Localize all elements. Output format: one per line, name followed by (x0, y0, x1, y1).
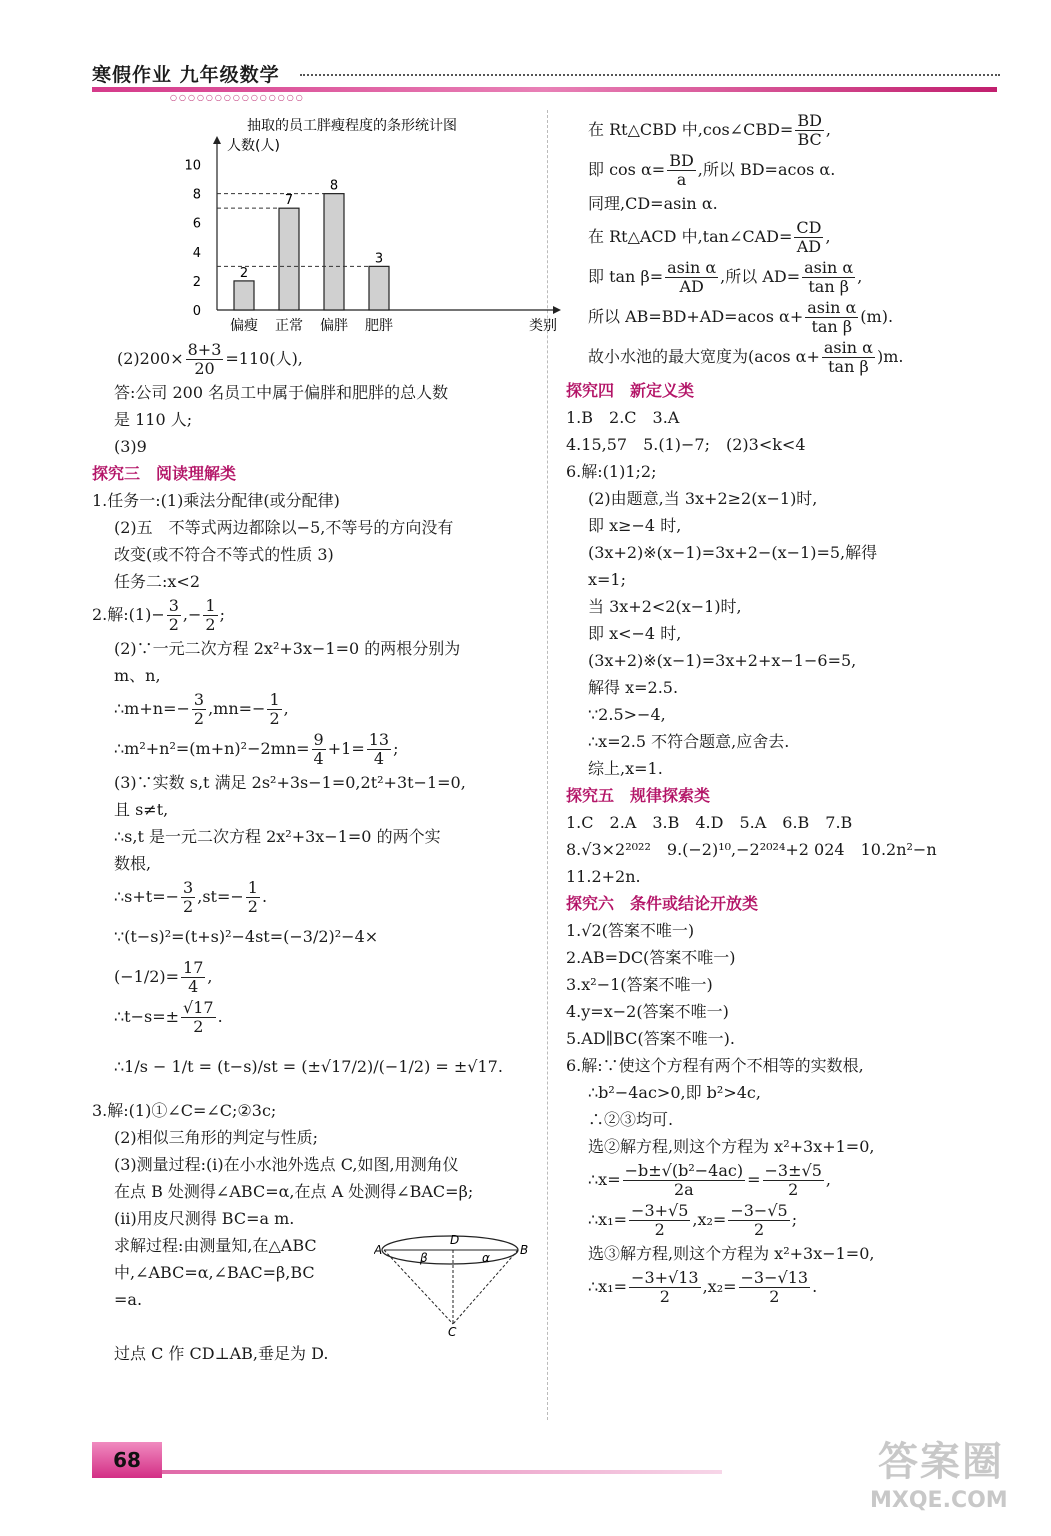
text: . (261, 887, 268, 906)
y-tick-label: 6 (192, 216, 201, 232)
fraction (822, 339, 875, 376)
text: (−1/2)= (114, 967, 180, 986)
x-tick-label: 正常 (275, 318, 303, 334)
numerator: asin α (667, 258, 717, 277)
text: 2.解:(1)− (92, 605, 165, 624)
header-title: 寒假作业 九年级数学 (92, 64, 280, 86)
y-tick-label: 10 (184, 158, 201, 174)
answer-line (566, 1200, 1006, 1240)
answer-line: 即 x<−4 时, (588, 624, 682, 643)
label-C: C (448, 1325, 457, 1337)
answer-line: 8.√3×2²⁰²² 9.(−2)¹⁰,−2²⁰²⁴+2 024 10.2n²−n (566, 840, 937, 859)
bar (369, 266, 389, 310)
numerator: −b±√(b²−4ac) (624, 1161, 744, 1180)
header-ornament: ○○○○○○○○○○○○○○○ (170, 93, 305, 102)
text: ∴s+t=− (114, 887, 180, 906)
numerator: BD (797, 111, 822, 130)
numerator: 13 (368, 730, 390, 749)
answer-line: 即 x≥−4 时, (588, 516, 682, 535)
watermark-url: MXQE.COM (870, 1488, 1008, 1513)
denominator: 2 (247, 897, 258, 916)
answer-line: (ii)用皮尺测得 BC=a m. (114, 1209, 295, 1228)
answer-line: 6.解:(1)1;2; (566, 462, 657, 481)
text: )m. (876, 347, 904, 366)
answer-line: 求解过程:由测量知,在△ABC (114, 1236, 317, 1255)
denominator: 20 (194, 359, 215, 378)
answer-line: 数根, (114, 854, 152, 873)
answer-line: 是 110 人; (114, 410, 193, 429)
answer-line: ∵2.5>−4, (588, 705, 666, 724)
section-heading-6: 探究六 条件或结论开放类 (566, 894, 759, 913)
data-label: 8 (329, 178, 339, 194)
answer-line: 3.x²−1(答案不唯一) (566, 975, 713, 994)
denominator: BC (797, 130, 822, 149)
answer-line: 6.解:∵使这个方程有两个不相等的实数根, (566, 1056, 864, 1075)
left-column (92, 110, 557, 1367)
answer-line: 4.15,57 5.(1)−7; (2)3<k<4 (566, 435, 806, 454)
answer-line (92, 997, 532, 1037)
answer-line: (2)五 不等式两边都除以−5,不等号的方向没有 (114, 518, 454, 537)
text: ; (791, 1210, 798, 1229)
x-tick-label: 肥胖 (365, 318, 393, 334)
denominator: 2 (183, 897, 194, 916)
text: . (812, 1277, 818, 1296)
answer-line (117, 339, 532, 379)
answer-line: (2)相似三角形的判定与性质; (114, 1128, 319, 1147)
denominator: 2 (769, 1287, 780, 1306)
label-beta: β (420, 1251, 428, 1265)
label-A: A (374, 1243, 383, 1257)
numerator: −3±√5 (764, 1161, 822, 1180)
text: 所以 AB=BD+AD=acos α+ (588, 307, 804, 326)
y-axis-arrow (213, 136, 221, 144)
numerator: 1 (247, 878, 258, 897)
text: (2)200× (117, 349, 184, 368)
answer-line: 过点 C 作 CD⊥AB,垂足为 D. (114, 1344, 329, 1363)
answer-line: (3)∵实数 s,t 满足 2s²+3s−1=0,2t²+3t−1=0, (114, 773, 466, 792)
numerator: BD (669, 151, 694, 170)
text: 即 cos α= (588, 160, 666, 179)
fraction (267, 691, 281, 728)
text: ∴x₁= (588, 1277, 628, 1296)
numerator: 1 (269, 690, 280, 709)
fraction (192, 691, 206, 728)
fraction (795, 112, 824, 149)
answer-line: 选③解方程,则这个方程为 x²+3x−1=0, (588, 1244, 875, 1263)
denominator: 2 (193, 1017, 204, 1036)
footer-bar (162, 1470, 722, 1474)
answer-line: =a. (114, 1290, 143, 1309)
numerator: 1 (205, 596, 216, 615)
answer-line: 同理,CD=asin α. (588, 194, 718, 213)
numerator: asin α (804, 258, 854, 277)
text: 在 Rt△CBD 中,cos∠CBD= (588, 120, 794, 139)
text: ; (219, 605, 225, 624)
answer-line: ∴1/s − 1/t = (t−s)/st = (±√17/2)/(−1/2) = ±√17. (114, 1057, 503, 1076)
answer-line: 选②解方程,则这个方程为 x²+3x+1=0, (588, 1137, 875, 1156)
denominator: 2 (788, 1180, 799, 1199)
fraction (629, 1269, 701, 1306)
fraction (763, 1162, 824, 1199)
answer-line (566, 110, 1006, 150)
answer-line: 综上,x=1. (588, 759, 663, 778)
answer-line: 1.√2(答案不唯一) (566, 921, 695, 940)
answer-line: 解得 x=2.5. (588, 678, 679, 697)
denominator: tan β (811, 317, 853, 336)
watermark-logo: 答案圈 (878, 1439, 1004, 1485)
chart-title: 抽取的员工胖瘦程度的条形统计图 (247, 118, 457, 134)
text: (m). (860, 307, 894, 326)
text: ,− (182, 605, 202, 624)
numerator: −3+√13 (631, 1268, 699, 1287)
text: ∴t−s=± (114, 1007, 180, 1026)
answer-line: (2)∵一元二次方程 2x²+3x−1=0 的两根分别为 (114, 639, 461, 658)
fraction (794, 219, 823, 256)
answer-line (92, 689, 532, 729)
text: +1= (327, 739, 365, 758)
fraction (312, 731, 326, 768)
y-axis-label: 人数(人) (227, 138, 280, 154)
text: , (283, 699, 289, 718)
answer-line: 2.AB=DC(答案不唯一) (566, 948, 736, 967)
numerator: −3−√13 (740, 1268, 809, 1287)
answer-line (566, 1267, 1006, 1307)
data-label: 7 (284, 193, 294, 209)
denominator: tan β (828, 357, 869, 376)
page-number: 68 (92, 1442, 162, 1478)
section-heading-3: 探究三 阅读理解类 (92, 464, 237, 483)
numerator: 9 (313, 730, 324, 749)
fraction (629, 1202, 690, 1239)
denominator: 2 (168, 615, 179, 634)
section-heading-5: 探究五 规律探索类 (566, 786, 711, 805)
numerator: 3 (168, 596, 179, 615)
pond-figure (374, 1232, 529, 1337)
fraction (667, 152, 696, 189)
bar (279, 208, 299, 310)
denominator: 2 (659, 1287, 670, 1306)
answer-line: ∴②③均可. (588, 1110, 674, 1129)
fraction (802, 259, 855, 296)
answer-line: 4.y=x−2(答案不唯一) (566, 1002, 729, 1021)
answer-line: ∴x=2.5 不符合题意,应舍去. (588, 732, 790, 751)
text: . (217, 1007, 223, 1026)
numerator: CD (796, 218, 822, 237)
fraction (805, 299, 858, 336)
denominator: 4 (188, 977, 199, 996)
answer-line: 1.B 2.C 3.A (566, 408, 680, 427)
numerator: 3 (193, 690, 205, 709)
text: 故小水池的最大宽度为(acos α+ (588, 347, 820, 366)
answer-line: (3x+2)※(x−1)=3x+2+x−1−6=5, (588, 651, 857, 670)
fraction (167, 597, 181, 634)
answer-line: m、n, (114, 666, 161, 685)
answer-line: 当 3x+2<2(x−1)时, (588, 597, 742, 616)
fraction (739, 1269, 811, 1306)
answer-line (566, 297, 1006, 337)
denominator: 2 (205, 615, 216, 634)
answer-line: x=1; (588, 570, 626, 589)
text: ,所以 BD=acos α. (697, 160, 836, 179)
answer-line: 任务二:x<2 (114, 572, 201, 591)
text: , (207, 967, 213, 986)
numerator: asin α (807, 298, 857, 317)
text: ∴m²+n²=(m+n)²−2mn= (114, 739, 310, 758)
answer-line (92, 957, 532, 997)
text: , (825, 1170, 831, 1189)
right-column (566, 110, 1006, 1307)
text: ,所以 AD= (720, 267, 801, 286)
numerator: −3+√5 (631, 1201, 689, 1220)
answer-line (566, 337, 1006, 377)
answer-line: 在点 B 处测得∠ABC=α,在点 A 处测得∠BAC=β; (114, 1182, 474, 1201)
answer-line (566, 1160, 1006, 1200)
denominator: a (676, 170, 687, 189)
data-label: 2 (239, 265, 249, 281)
fraction (186, 341, 224, 378)
text: 在 Rt△ACD 中,tan∠CAD= (588, 227, 793, 246)
answer-line: ∴b²−4ac>0,即 b²>4c, (588, 1083, 761, 1102)
fraction (181, 959, 205, 996)
segment-AC (384, 1250, 453, 1324)
numerator: √17 (183, 998, 214, 1017)
fraction (246, 879, 260, 916)
figure-block (92, 1232, 532, 1340)
answer-line: (2)由题意,当 3x+2≥2(x−1)时, (588, 489, 818, 508)
y-tick-label: 4 (192, 245, 201, 261)
answer-line (566, 150, 1006, 190)
text: , (825, 227, 831, 246)
text: ; (393, 739, 399, 758)
answer-line: 1.任务一:(1)乘法分配律(或分配律) (92, 491, 340, 510)
answer-line: (3)9 (114, 437, 147, 456)
fraction (728, 1202, 789, 1239)
numerator: 8+3 (187, 340, 222, 359)
denominator: 2 (654, 1220, 665, 1239)
numerator: −3−√5 (730, 1201, 788, 1220)
fraction (623, 1162, 745, 1199)
x-axis-arrow (553, 306, 561, 314)
fraction (367, 731, 391, 768)
header-bar (92, 87, 997, 92)
label-alpha: α (482, 1251, 490, 1265)
bar-chart (162, 114, 582, 339)
text: ∴m+n=− (114, 699, 190, 718)
denominator: 2a (673, 1180, 694, 1199)
denominator: AD (679, 277, 704, 296)
answer-line: ∵(t−s)²=(t+s)²−4st=(−3/2)²−4× (114, 927, 379, 946)
numerator: 3 (183, 878, 194, 897)
numerator: asin α (823, 338, 873, 357)
text: ∴x= (588, 1170, 621, 1189)
x-axis-label: 类别 (529, 318, 557, 334)
y-tick-label: 8 (192, 187, 201, 203)
answer-line: 改变(或不符合不等式的性质 3) (114, 545, 334, 564)
answer-line: ∴s,t 是一元二次方程 2x²+3x−1=0 的两个实 (114, 827, 441, 846)
denominator: 2 (193, 709, 205, 728)
section-heading-4: 探究四 新定义类 (566, 381, 695, 400)
answer-line (92, 877, 532, 917)
answer-line: 中,∠ABC=α,∠BAC=β,BC (114, 1263, 315, 1282)
denominator: 2 (269, 709, 280, 728)
answer-line (92, 595, 532, 635)
answer-line: 11.2+2n. (566, 867, 641, 886)
answer-line: 且 s≠t, (114, 800, 169, 819)
text: ,mn=− (208, 699, 266, 718)
answer-line (566, 217, 1006, 257)
fraction (181, 999, 216, 1036)
text: 即 tan β= (588, 267, 664, 286)
answer-line (566, 257, 1006, 297)
answer-line: 答:公司 200 名员工中属于偏胖和肥胖的总人数 (114, 383, 449, 402)
denominator: 4 (373, 749, 384, 768)
denominator: AD (796, 237, 822, 256)
text: , (825, 120, 832, 139)
answer-line (92, 729, 532, 769)
text: ,x₂= (692, 1210, 727, 1229)
numerator: 17 (183, 958, 204, 977)
fraction (665, 259, 718, 296)
bar (324, 194, 344, 310)
answer-line: (3)测量过程:(i)在小水池外选点 C,如图,用测角仪 (114, 1155, 459, 1174)
answer-line: 3.解:(1)①∠C=∠C;②3c; (92, 1101, 277, 1120)
text: = (747, 1170, 761, 1189)
denominator: 2 (753, 1220, 765, 1239)
text: ,st=− (197, 887, 244, 906)
y-tick-label: 0 (192, 304, 201, 319)
denominator: 4 (313, 749, 324, 768)
answer-line: (3x+2)※(x−1)=3x+2−(x−1)=5,解得 (588, 543, 878, 562)
fraction (203, 597, 217, 634)
denominator: tan β (808, 277, 849, 296)
answer-line: 5.AD∥BC(答案不唯一). (566, 1029, 735, 1048)
data-label: 3 (374, 251, 384, 267)
bar (234, 281, 254, 310)
answer-line: 1.C 2.A 3.B 4.D 5.A 6.B 7.B (566, 813, 853, 832)
y-tick-label: 2 (192, 274, 201, 290)
header-dotted-rule (300, 74, 1000, 76)
fraction (181, 879, 195, 916)
label-D: D (450, 1233, 460, 1247)
text: =110(人), (225, 349, 303, 368)
x-tick-label: 偏瘦 (230, 318, 258, 334)
text: , (857, 267, 863, 286)
text: ,x₂= (702, 1277, 737, 1296)
label-B: B (520, 1243, 529, 1257)
text: ∴x₁= (588, 1210, 628, 1229)
x-tick-label: 偏胖 (320, 318, 348, 334)
